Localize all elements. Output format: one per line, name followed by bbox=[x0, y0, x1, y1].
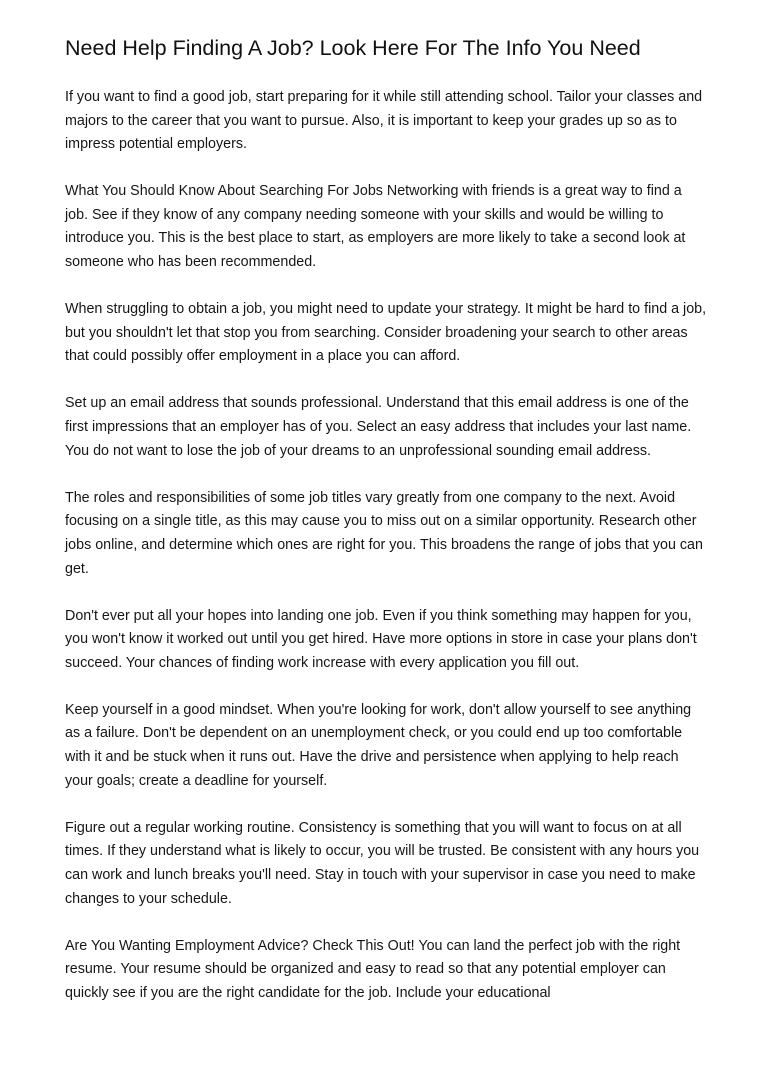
paragraph: Don't ever put all your hopes into landing one job. Even if you think something may happen for you, you won't know it worked out until you get hired. Have more options in store in case your plans don't succeed. Your chances of finding work increase with every application you fill out. bbox=[65, 607, 697, 671]
paragraph: When struggling to obtain a job, you might need to update your strategy. It might be hard to find a job, but you shouldn't let that stop you from searching. Consider broadening your search to other areas that could possibly offer employment in a place you can afford. bbox=[65, 301, 707, 365]
paragraph: Set up an email address that sounds professional. Understand that this email address is one of the first impressions that an employer has of you. Select an easy address that includes your last name. You do not want to lose the job of your dreams to an unprofessional sounding email address. bbox=[65, 395, 692, 459]
paragraph: The roles and responsibilities of some job titles vary greatly from one company to the next. Avoid focusing on a single title, as this may cause you to miss out on a similar opportunity. Research other jobs online, and determine which ones are right for you. This broadens the range of jobs that you can get. bbox=[65, 489, 703, 577]
paragraph: Are You Wanting Employment Advice? Check This Out! You can land the perfect job with the right resume. Your resume should be organized and easy to read so that any potential employer can quickly see if you are the right candidate for the job. Include your educational bbox=[65, 937, 681, 1001]
paragraph: Figure out a regular working routine. Consistency is something that you will want to focus on at all times. If they understand what is likely to occur, you will be trusted. Be consistent with any hours you can work and lunch breaks you'll need. Stay in touch with your supervisor in case you need to make changes to your schedule. bbox=[65, 819, 700, 907]
paragraph: Keep yourself in a good mindset. When you're looking for work, don't allow yourself to see anything as a failure. Don't be dependent on an unemployment check, or you could end up too comfortable with it and be stuck when it runs out. Have the drive and persistence when applying to help reach your goals; create a deadline for yourself. bbox=[65, 701, 692, 789]
page-title: Need Help Finding A Job? Look Here For The Info You Need bbox=[65, 36, 641, 60]
paragraph: If you want to find a good job, start preparing for it while still attending school. Tailor your classes and majors to the career that you want to pursue. Also, it is important to keep your grades up so as to impress potential employers. bbox=[65, 89, 703, 153]
paragraph: What You Should Know About Searching For Jobs Networking with friends is a great way to find a job. See if they know of any company needing someone with your skills and would be willing to introduce you. This is the best place to start, as employers are more likely to take a second look at someone who has been recommended. bbox=[65, 183, 686, 271]
body-text bbox=[65, 86, 707, 1029]
